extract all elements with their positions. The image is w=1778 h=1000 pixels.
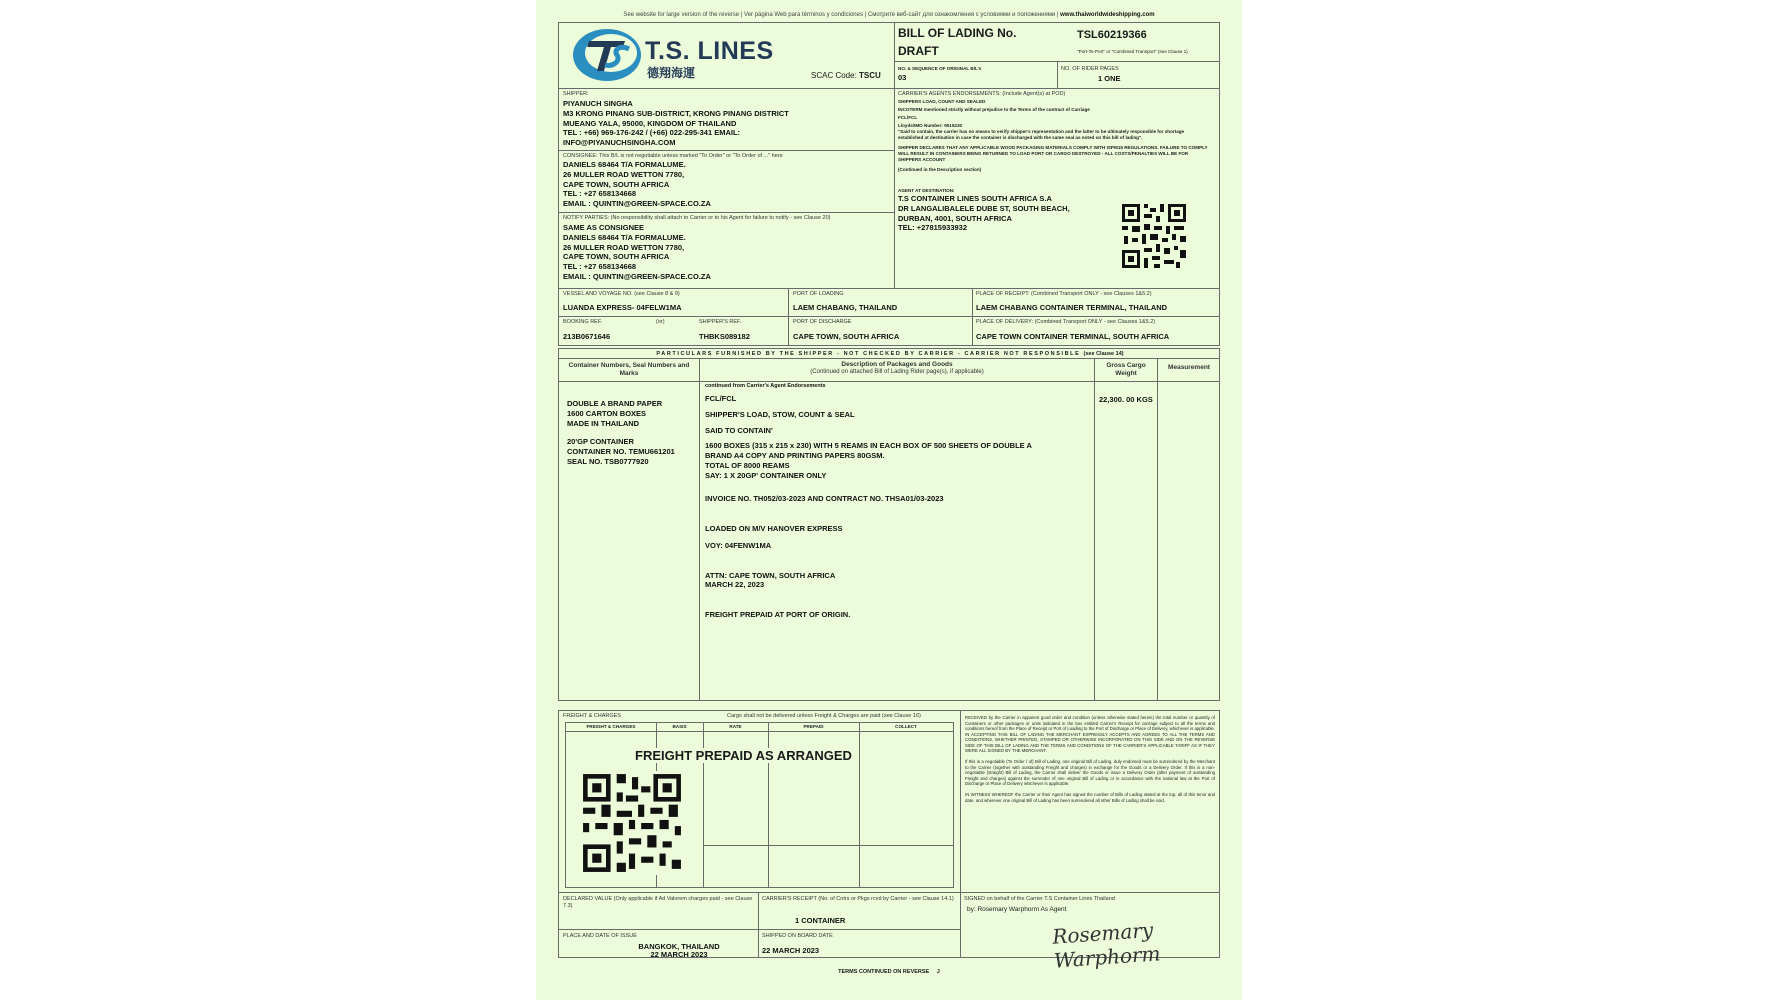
terms-box <box>960 710 1220 893</box>
issue-place: BANGKOK, THAILAND <box>638 942 720 951</box>
original-bl-box: NO. & SEQUENCE OF ORIGINAL B/L's 03 <box>894 61 1058 89</box>
title-box <box>894 22 1220 62</box>
signature: Rosemary Warphorm <box>1051 917 1162 973</box>
particulars-banner: PARTICULARS FURNISHED BY THE SHIPPER - NOT CHECKED BY CARRIER - CARRIER NOT RESPONSIBLE (see Clause 14) <box>558 348 1220 359</box>
bill-of-lading-page <box>536 0 1242 1000</box>
port-of-loading: LAEM CHABANG, THAILAND <box>793 303 898 312</box>
col-measurement-header: Measurement <box>1168 364 1210 371</box>
consignee-box: CONSIGNEE: This B/L is not negotiable unless marked "To Order" or "To Order of ..." here DANIELS 68464 T/A FORMALUME. 26 MULLER ROAD WETTON 7780, CAPE TOWN, SOUTH AFRICA TEL : +27 658134668 EMAIL : QUINTIN@GREEN-SPACE.CO.ZA <box>558 150 895 213</box>
shipper-ref: THBKS089182 <box>699 332 750 341</box>
seq-value: 03 <box>898 73 907 82</box>
pod-box: PORT OF DISCHARGE CAPE TOWN, SOUTH AFRICA <box>788 316 973 346</box>
logo-box <box>558 22 895 89</box>
doc-title: BILL OF LADING No. <box>898 26 1017 40</box>
signature-box <box>960 892 1220 973</box>
receipt-box: PLACE OF RECEIPT: (Combined Transport ONLY - see Clauses 1&5.2) LAEM CHABANG CONTAINER TERMINAL, THAILAND <box>972 288 1220 317</box>
document-frame <box>558 22 1220 975</box>
terms-negotiable: If this is a negotiable (To Order / of) Bill of Lading, one original Bill of Lading, duly endorsed must be surrendered by the Merchant to the Carrier (together with outstanding Freight and charges) in exchange for the Goods or a Delivery Order. If this is a non-negotiable (straight) Bill of Lading, the Carrier shall deliver the Goods or issue a Delivery Order (after payment of outstanding Freight and charges) against the surrender of one original Bill of Lading or in accordance with the national law at the Port of Discharge or Place of Delivery whichever is applicable. <box>965 759 1215 787</box>
terms-received: RECEIVED by the Carrier in apparent good order and condition (unless otherwise stated herein) the total number or quantity of Containers or other packages or units indicated in the box entitled Carrier's Receipt for carriage subject to all the terms and conditions hereof from the Place of Receipt or Port of Loading to the Port of Discharge or Place of Delivery, whichever is applicable. IN ACCEPTING THIS BILL OF LADING THE MERCHANT EXPRESSLY ACCEPTS AND AGREES TO ALL THE TERMS AND CONDITIONS, WHETHER PRINTED, STAMPED OR OTHERWISE INCORPORATED ON THIS SIDE AND ON THE REVERSE SIDE OF THIS BILL OF LADING AND THE TERMS AND CONDITIONS OF THE CARRIER'S APPLICABLE TARIFF AS IF THEY WERE ALL SIGNED BY THE MERCHANT. <box>965 715 1215 754</box>
qr-code-icon <box>1120 202 1188 270</box>
col-description-header: Description of Packages and Goods <box>841 361 953 368</box>
onboard-box: SHIPPED ON BOARD DATE 22 MARCH 2023 <box>758 929 961 958</box>
signed-by: by: Rosemary Warphorm As Agent <box>967 906 1067 913</box>
place-of-delivery: CAPE TOWN CONTAINER TERMINAL, SOUTH AFRICA <box>976 332 1170 341</box>
scac-code: SCAC Code: TSCU <box>811 71 881 80</box>
place-of-receipt: LAEM CHABANG CONTAINER TERMINAL, THAILAND <box>976 303 1168 312</box>
top-note: See website for large version of the reverse | Ver página Web para términos y condiciones | Смотрите веб-сайт для ознакомления с условиями и положениями | www.thaiworldwideshipping.com <box>623 12 1155 18</box>
goods-description: continued from Carrier's Agent Endorsements FCL/FCL SHIPPER'S LOAD, STOW, COUNT & SEAL SAID TO CONTAIN' 1600 BOXES (315 x 215 x 230) WITH 5 REAMS IN EACH BOX OF 500 SHEETS OF DOUBLE A BRAND A4 COPY AND PRINTING PAPERS 80GSM. TOTAL OF 8000 REAMS SAY: 1 X 20GP' CONTAINER ONLY INVOICE NO. TH052/03-2023 AND CONTRACT NO. THSA01/03-2023 LOADED ON M/V HANOVER EXPRESS VOY: 04FENW1MA ATTN: CAPE TOWN, SOUTH AFRICA MARCH 22, 2023 FREIGHT PREPAID AT PORT OF ORIGIN. <box>705 383 1032 620</box>
draft-label: DRAFT <box>898 44 939 58</box>
delivery-box: PLACE OF DELIVERY: (Combined Transport ONLY - see Clauses 1&5.2) CAPE TOWN CONTAINER TERMINAL, SOUTH AFRICA <box>972 316 1220 346</box>
vessel-voyage: LUANDA EXPRESS- 04FELW1MA <box>563 303 682 312</box>
shipper-box: SHIPPER: PIYANUCH SINGHA M3 KRONG PINANG SUB-DISTRICT, KRONG PINANG DISTRICT MUEANG YALA, 95000, KINGDOM OF THAILAND TEL : +66) 969-176-242 / (+66) 022-295-341 EMAIL: INFO@PIYANUCHSINGHA.COM <box>558 88 895 151</box>
issue-box: PLACE AND DATE OF ISSUE BANGKOK, THAILAND 22 MARCH 2023 <box>558 929 759 958</box>
terms-witness: IN WITNESS WHEREOF the Carrier or their Agent has signed the number of Bills of Lading stated at the top, all of this tenor and date, and wherever one original Bill of Lading has been surrendered all other Bills of Lading shall be void. <box>965 791 1215 803</box>
booking-ref: 213B0671646 <box>563 332 611 341</box>
particulars-table: Container Numbers, Seal Numbers and Marks Description of Packages and Goods (Continued on attached Bill of Lading Rider page(s), if applicable) Gross Cargo Weight Measurement DOUBLE A BRAND PAPER 1600 CARTON BOXES MADE IN THAILAND 20'GP CONTAINER CONTAINER NO. TEMU661201 SEAL NO. TSB0777920 continued from Carrier's Agent Endorsements FCL/FCL SHIPPER'S LOAD, STOW, COUNT & SEAL SAID TO CONTAIN' 1600 BOXES (315 x 215 x 230) WITH 5 REAMS IN EACH BOX OF 500 SHEETS OF DOUBLE A BRAND A4 COPY AND PRINTING PAPERS 80GSM. TOTAL OF 8000 REAMS SAY: 1 X 20GP' CONTAINER ONLY INVOICE NO. TH052/03-2023 AND CONTRACT NO. THSA01/03-2023 LOADED ON M/V HANOVER EXPRESS VOY: 04FENW1MA ATTN: CAPE TOWN, SOUTH AFRICA MARCH 22, 2023 FREIGHT PREPAID AT PORT OF ORIGIN. 22,300. 00 KGS <box>558 358 1220 701</box>
freight-prepaid-stamp: FREIGHT PREPAID AS ARRANGED <box>632 748 855 763</box>
signed-label: SIGNED on behalf of the Carrier T.S Container Lines Thailand <box>964 896 1115 902</box>
col-marks-header: Container Numbers, Seal Numbers and Marks <box>568 362 690 378</box>
gross-weight: 22,300. 00 KGS <box>1099 395 1153 404</box>
website-link[interactable]: www.thaiworldwideshipping.com <box>1060 12 1155 18</box>
col-weight-header: Gross Cargo Weight <box>1106 362 1146 378</box>
company-name: T.S. LINES <box>645 37 774 65</box>
ts-lines-logo <box>571 27 643 83</box>
rider-value: 1 ONE <box>1098 74 1121 83</box>
vessel-box: VESSEL AND VOYAGE NO. (see Clause 8 & 9) LUANDA EXPRESS- 04FELW1MA <box>558 288 789 317</box>
carrier-receipt-value: 1 CONTAINER <box>795 916 846 925</box>
endorsements-box: CARRIER'S AGENTS ENDORSEMENTS: (Include Agent(s) at POD) SHIPPERS LOAD, COUNT AND SEALED INCOTERM mentioned strictly without prejudice to the Terms of the contract of Carriage FCL/FCL Lloyds/IMO Number: 9015230 "Said to contain, the carrier has no means to verify shipper's representation and the latter to be ultimately responsible for shortage established at destination in case the container is discharged with the same seal as noted on this bill of lading". SHIPPER DECLARES THAT ANY APPLICABLE WOOD PACKAGING MATERIALS COMPLY WITH ISPM15 REGULATIONS. FAILURE TO COMPLY WILL RESULT IN CONTAINERS BEING RETURNED TO LOAD PORT OR CARGO DESTROYED - ALL COSTS/PENALTIES WILL BE FOR SHIPPERS ACCOUNT (Continued in the Description section) AGENT AT DESTINATION: T.S CONTAINER LINES SOUTH AFRICA S.A DR LANGALIBALELE DUBE ST, SOUTH BEACH, DURBAN, 4001, SOUTH AFRICA TEL: +27815933932 <box>894 88 1220 289</box>
transport-note: "Port-To-Port" or "Combined Transport" (see Clause 1) <box>1077 49 1188 54</box>
carrier-receipt-box: CARRIER'S RECEIPT (No. of Cntrs or Pkgs rcvd by Carrier - see Clause 14.1) 1 CONTAINER <box>758 892 961 930</box>
qr-code-icon <box>580 771 684 875</box>
booking-box: BOOKING REF. (or) SHIPPER'S REF. 213B0671646 THBKS089182 <box>558 316 789 346</box>
company-name-chinese: 德翔海運 <box>647 66 696 80</box>
rider-box: NO. OF RIDER PAGES 1 ONE <box>1057 61 1220 89</box>
declared-value-box: DECLARED VALUE (Only applicable if Ad Valorem charges paid - see Clause 7.3) <box>558 892 759 930</box>
notify-box: NOTIFY PARTIES: (No responsibility shall attach to Carrier or to his Agent for failure to notify - see Clause 20) SAME AS CONSIGNEE DANIELS 68464 T/A FORMALUME. 26 MULLER ROAD WETTON 7780, CAPE TOWN, SOUTH AFRICA TEL : +27 658134668 EMAIL : QUINTIN@GREEN-SPACE.CO.ZA <box>558 212 895 289</box>
port-of-discharge: CAPE TOWN, SOUTH AFRICA <box>793 332 900 341</box>
issue-date: 22 MARCH 2023 <box>650 950 708 959</box>
bl-number: TSL60219366 <box>1077 29 1147 41</box>
freight-box: FREIGHT & CHARGES Cargo shall not be delivered unless Freight & Charges are paid (see Clause 16) FREIGHT & CHARGES BASIS RATE PREPAID COLLECT FREIGHT PREPAID AS ARRANGED <box>558 710 961 893</box>
onboard-date: 22 MARCH 2023 <box>762 946 820 955</box>
pol-box: PORT OF LOADING LAEM CHABANG, THAILAND <box>788 288 973 317</box>
freight-table: FREIGHT & CHARGES BASIS RATE PREPAID COLLECT FREIGHT PREPAID AS ARRANGED <box>565 722 954 888</box>
container-marks: DOUBLE A BRAND PAPER 1600 CARTON BOXES MADE IN THAILAND 20'GP CONTAINER CONTAINER NO. TEMU661201 SEAL NO. TSB0777920 <box>567 399 675 466</box>
terms-continued: TERMS CONTINUED ON REVERSE J <box>838 969 940 975</box>
